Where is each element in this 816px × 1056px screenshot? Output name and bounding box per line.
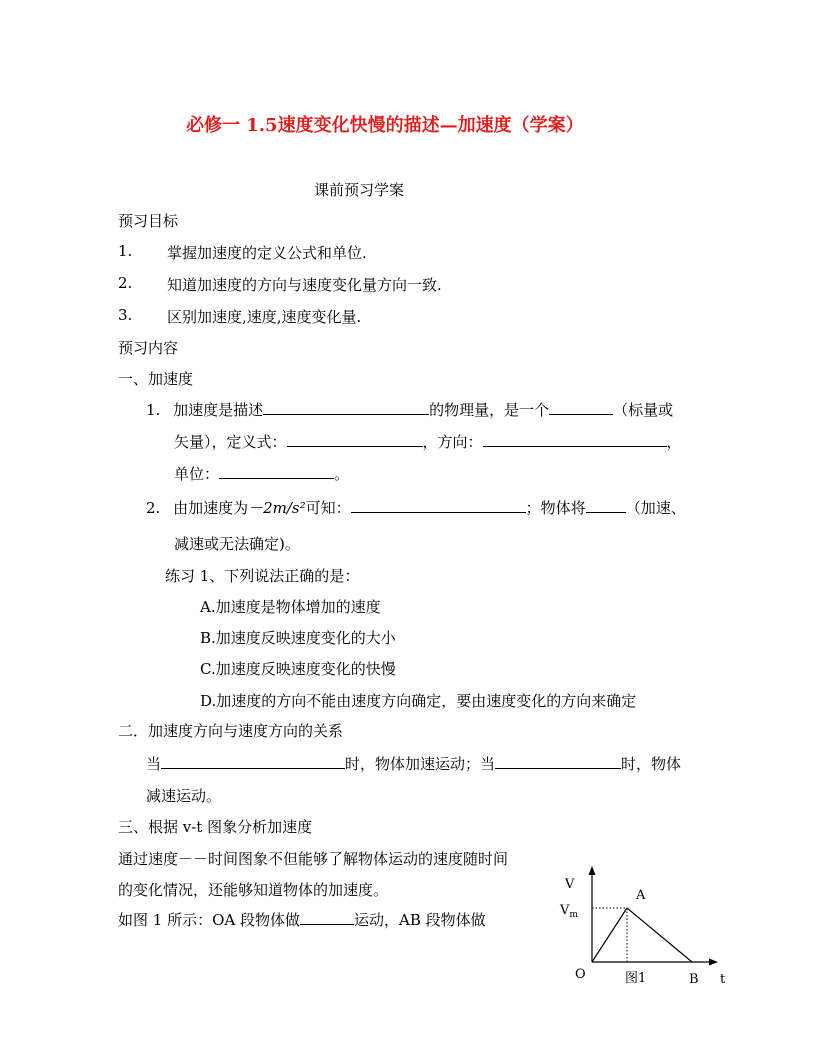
t-axis-arrow	[709, 959, 718, 966]
content-heading: 预习内容	[118, 339, 179, 357]
q1-blank-formula[interactable]	[287, 432, 423, 447]
q1-text-c: （标量或	[613, 401, 674, 419]
section3-blank-oa[interactable]	[300, 910, 354, 925]
v-axis-arrow	[589, 866, 596, 875]
q1-line1	[146, 399, 673, 420]
exercise-option-b[interactable]: B.加速度反映速度变化的大小	[200, 629, 396, 647]
segment-oa	[592, 908, 627, 962]
goal-item-1	[118, 242, 367, 262]
q1-text-h: 。	[334, 465, 350, 483]
goal-item-2	[118, 274, 442, 294]
goal-num: 2.	[118, 274, 133, 292]
section2-line2: 减速运动。	[146, 787, 222, 805]
t-axis-label: t	[720, 972, 726, 987]
q2-text-a: 由加速度为	[173, 499, 249, 517]
q2-text-d: （加速、	[625, 499, 686, 517]
section3-heading: 三、根据 v-t 图象分析加速度	[118, 818, 313, 836]
subtitle: 课前预习学案	[314, 181, 405, 199]
q2-blank-meaning[interactable]	[351, 498, 526, 513]
vm-label	[559, 903, 578, 920]
vm-label-sub: m	[569, 910, 578, 920]
section1-heading: 一、加速度	[118, 370, 194, 388]
section3-paragraph-1: 通过速度－－时间图象不但能够了解物体运动的速度随时间	[118, 850, 509, 868]
figure-caption: 图1	[625, 971, 647, 986]
q1-text-d: 矢量），定义式：	[174, 433, 287, 451]
goal-text: 掌握加速度的定义公式和单位.	[167, 244, 367, 262]
vt-graph-figure	[550, 860, 750, 1000]
goal-item-3	[118, 306, 362, 326]
exercise-option-a[interactable]: A.加速度是物体增加的速度	[200, 598, 381, 616]
q2-blank-motion[interactable]	[586, 498, 626, 513]
q1-text-e: ，方向：	[422, 433, 483, 451]
section2-line1	[146, 753, 681, 774]
point-b-label: B	[689, 972, 699, 987]
point-a-label: A	[636, 888, 646, 903]
q1-text-a: 加速度是描述	[173, 401, 264, 419]
goal-num: 3.	[118, 306, 133, 324]
q1-blank-direction[interactable]	[483, 432, 667, 447]
q1-line3	[174, 463, 349, 484]
v-axis-label: V	[565, 877, 575, 892]
section2-text-c: 时，物体	[621, 755, 682, 773]
q2-line1	[146, 497, 686, 518]
section3-paragraph-3	[118, 909, 486, 930]
goals-heading: 预习目标	[118, 212, 179, 230]
q1-blank-type[interactable]	[549, 400, 613, 415]
origin-label: O	[575, 967, 586, 982]
q2-accel-value: －2m/s²	[248, 499, 306, 517]
q1-text-g: 单位：	[174, 465, 220, 483]
section2-text-b: 时，物体加速运动；当	[345, 755, 496, 773]
q2-line2: 减速或无法确定)。	[174, 535, 300, 553]
q1-blank-describe[interactable]	[263, 400, 429, 415]
q2-num: 2.	[146, 499, 161, 517]
goal-num: 1.	[118, 242, 133, 260]
q1-line2	[174, 431, 682, 452]
section3-paragraph-2: 的变化情况，还能够知道物体的加速度。	[118, 881, 389, 899]
q2-text-b: 可知：	[305, 499, 351, 517]
exercise-option-c[interactable]: C.加速度反映速度变化的快慢	[200, 660, 396, 678]
vm-label-main: V	[560, 903, 570, 918]
q1-blank-unit[interactable]	[219, 464, 334, 479]
section2-text-a: 当	[146, 755, 162, 773]
exercise-stem: 练习 1、下列说法正确的是：	[165, 567, 360, 585]
goal-text: 区别加速度,速度,速度变化量.	[167, 308, 362, 326]
section3-text-b: 运动，AB 段物体做	[353, 911, 486, 929]
exercise-option-d[interactable]: D.加速度的方向不能由速度方向确定，要由速度变化的方向来确定	[200, 692, 637, 710]
section2-heading: 二．加速度方向与速度方向的关系	[118, 722, 344, 740]
page-title: 必修一 1.5速度变化快慢的描述—加速度（学案）	[186, 115, 584, 136]
q1-num: 1.	[146, 401, 161, 419]
segment-ab	[627, 908, 692, 962]
q2-text-c: ；物体将	[525, 499, 586, 517]
section2-blank-accelerate[interactable]	[161, 754, 345, 769]
section3-text-a: 如图 1 所示：OA 段物体做	[118, 911, 300, 929]
q1-text-b: 的物理量，是一个	[429, 401, 550, 419]
section2-blank-decelerate[interactable]	[495, 754, 621, 769]
q1-text-f: ，	[666, 433, 682, 451]
goal-text: 知道加速度的方向与速度变化量方向一致.	[167, 276, 442, 294]
